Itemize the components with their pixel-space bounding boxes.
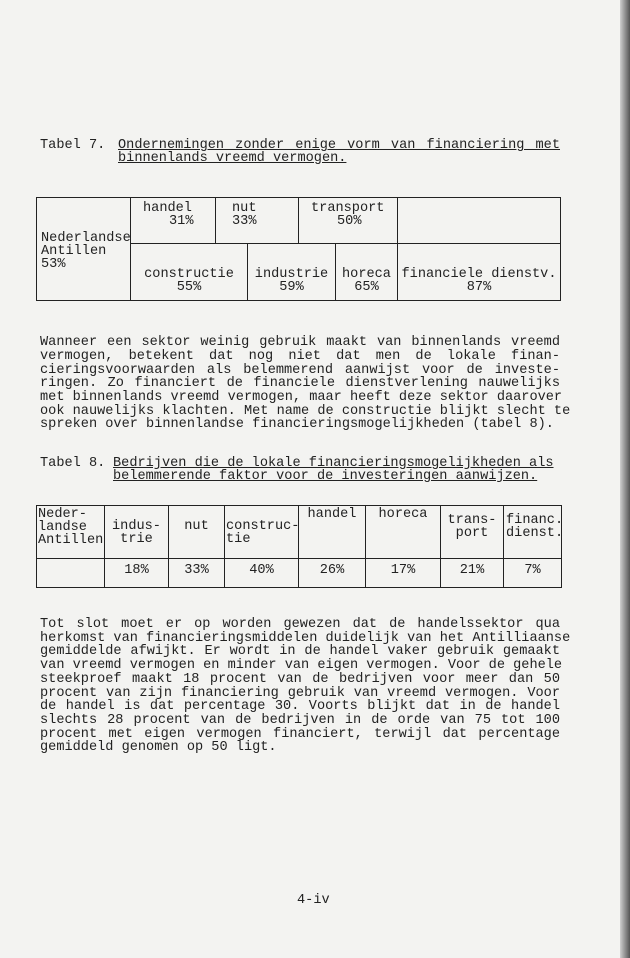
text-line: cieringsvoorwaarden als belemmerend aanwijst voor de investe- — [40, 363, 560, 378]
table8-header-cell — [168, 505, 225, 559]
header-text: Neder- — [38, 507, 87, 522]
header-text: trie — [120, 532, 153, 547]
table7-cell — [397, 243, 561, 301]
table7-row-label-cell — [36, 197, 131, 301]
table8-value-cell: 33% — [168, 558, 225, 588]
row-label-value: 53% — [41, 257, 66, 272]
table8-header-cell — [298, 505, 366, 559]
table7-cell-empty — [397, 197, 561, 244]
sector-name: industrie — [254, 267, 329, 282]
text-line: ringen. Zo financiert de financiele dienstverlening nauwelijks — [40, 376, 560, 391]
text-line: procent van zijn financiering gebruik van vreemd vermogen. Voor — [40, 685, 560, 701]
text-line: van vreemd vermogen en minder van eigen vermogen. Voor de gehele — [40, 658, 563, 674]
table7-title-line: Ondernemingen zonder enige vorm van financiering met — [118, 138, 560, 153]
text-line: procent met eigen vermogen financiert, terwijl dat percentage — [40, 726, 560, 742]
sector-value: 55% — [176, 280, 202, 295]
table7-cell — [298, 197, 398, 244]
table8-value-cell: 17% — [365, 558, 441, 588]
table7-cell — [215, 197, 299, 244]
table8-header-cell — [440, 505, 504, 559]
text-line: steekproef maakt 18 procent van de bedrijven voor meer dan 50 — [40, 671, 560, 687]
table8-value-cell: 40% — [224, 558, 299, 588]
table8-label: Tabel 8. — [40, 456, 106, 471]
table7-cell — [247, 243, 336, 301]
text-line: Tot slot moet er op worden gewezen dat de handelssektor qua — [40, 617, 560, 632]
header-text: dienst. — [506, 526, 564, 541]
header-text: port — [455, 526, 489, 541]
text-line: spreken over binnenlandse financieringsmogelijkheden (tabel 8). — [40, 417, 554, 432]
header-text: indus- — [112, 519, 161, 534]
table7-title-line: binnenlands vreemd vermogen. — [118, 151, 347, 166]
sector-value: 87% — [466, 280, 492, 295]
sector-value: 59% — [279, 280, 304, 295]
text-line: vermogen, betekent dat nog niet dat men de lokale finan- — [40, 349, 560, 364]
text-line: gemiddelde afwijkt. Er wordt in de handel vaker gebruik gemaakt — [40, 644, 560, 660]
table8-value-cell: 18% — [104, 558, 169, 588]
sector-name: nut — [232, 201, 257, 216]
table7-label: Tabel 7. — [40, 138, 106, 153]
row-label: Nederlandse — [41, 231, 131, 246]
table8-header-cell — [503, 505, 562, 559]
text-line: Wanneer een sektor weinig gebruik maakt van binnenlands vreemd — [40, 335, 560, 350]
row-label: Antillen — [41, 244, 107, 259]
table7-cell — [130, 197, 216, 244]
text-line: gemiddeld genomen op 50 ligt. — [40, 740, 277, 756]
header-text: financ. — [506, 513, 564, 528]
table8-value-cell — [36, 558, 105, 588]
table8-title-line: belemmerende faktor voor de investeringen aanwijzen. — [113, 469, 538, 484]
text-line: slechts 28 procent van de bedrijven in de orde van 75 tot 100 — [40, 712, 560, 728]
sector-name: handel — [143, 201, 192, 216]
table8-value-cell: 21% — [440, 558, 504, 588]
table8-title-line: Bedrijven die de lokale financieringsmogelijkheden als — [113, 456, 554, 471]
table8-value-cell: 26% — [298, 558, 366, 588]
text-line: met binnenlands vreemd vermogen, maar heeft deze sektor daarover — [40, 390, 563, 405]
header-text: construc- — [226, 519, 300, 534]
header-text: Antillen — [38, 533, 104, 548]
sector-name: transport — [311, 201, 385, 216]
table8-header-cell — [365, 505, 441, 559]
text-line: ook nauwelijks klachten. Met name de constructie blijkt slecht te — [40, 404, 571, 419]
sector-value: 33% — [232, 214, 257, 229]
scan-edge — [620, 0, 630, 958]
text-line: herkomst van financieringsmiddelen duidelijk van het Antilliaanse — [40, 630, 571, 646]
table7-cell — [130, 243, 248, 301]
table8-header-cell — [224, 505, 299, 559]
sector-name: horeca — [342, 267, 391, 282]
sector-value: 31% — [169, 214, 194, 229]
sector-name: constructie — [144, 267, 234, 282]
sector-value: 65% — [354, 280, 379, 295]
sector-name: financiele dienstv. — [401, 267, 557, 282]
sector-value: 50% — [337, 214, 362, 229]
header-text: horeca — [378, 507, 428, 522]
table8-value-cell: 7% — [503, 558, 562, 588]
header-text: nut — [184, 519, 209, 534]
page-number: 4-iv — [297, 893, 330, 908]
text-line: de handel is dat percentage 30. Voorts blijkt dat in de handel — [40, 699, 560, 715]
table8-header-cell — [36, 505, 105, 559]
header-text: landse — [38, 520, 87, 535]
table8-header-cell — [104, 505, 169, 559]
header-text: tie — [226, 532, 251, 547]
table7-cell — [335, 243, 398, 301]
header-text: trans- — [447, 513, 497, 528]
header-text: handel — [307, 507, 357, 522]
